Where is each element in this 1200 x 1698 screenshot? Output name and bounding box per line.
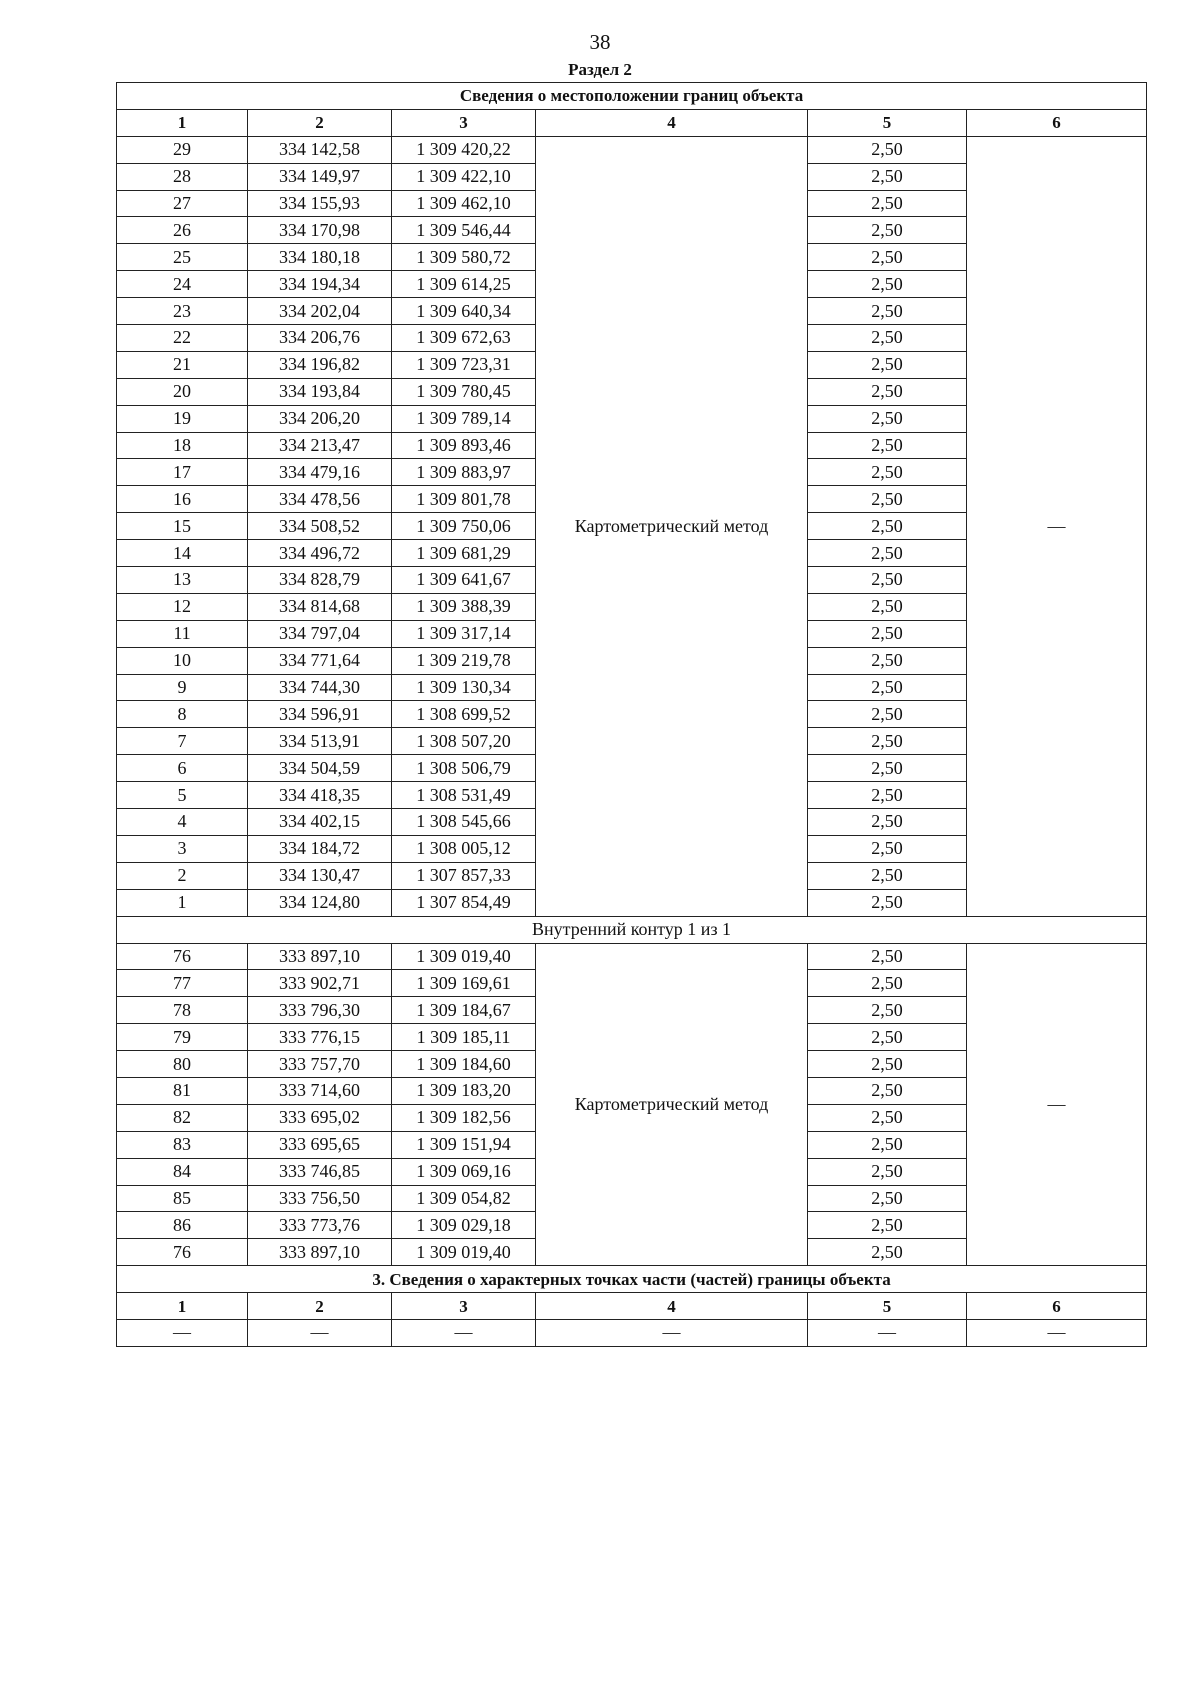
- point-number: 85: [117, 1185, 248, 1212]
- coord-x: 333 897,10: [248, 943, 392, 970]
- coord-y: 1 309 317,14: [392, 620, 536, 647]
- point-number: 76: [117, 943, 248, 970]
- inner-contour-row: [117, 916, 1147, 943]
- col6-cell: —: [967, 943, 1147, 1266]
- column-header-2: 2: [248, 1293, 392, 1320]
- accuracy: 2,50: [808, 271, 967, 298]
- coord-x: 334 130,47: [248, 862, 392, 889]
- coord-x: 334 508,52: [248, 513, 392, 540]
- point-number: 13: [117, 567, 248, 594]
- accuracy: 2,50: [808, 1131, 967, 1158]
- coord-y: 1 309 723,31: [392, 351, 536, 378]
- column-header-1: 1: [117, 109, 248, 136]
- section3-cell-5: —: [808, 1319, 967, 1346]
- boundary-table: [116, 82, 1147, 1347]
- accuracy: 2,50: [808, 432, 967, 459]
- coord-y: 1 308 531,49: [392, 782, 536, 809]
- point-number: 16: [117, 486, 248, 513]
- point-number: 81: [117, 1077, 248, 1104]
- point-number: 77: [117, 970, 248, 997]
- accuracy: 2,50: [808, 1239, 967, 1266]
- point-number: 2: [117, 862, 248, 889]
- section3-header-row: [117, 1293, 1147, 1320]
- accuracy: 2,50: [808, 835, 967, 862]
- column-header-4: 4: [536, 109, 808, 136]
- point-number: 26: [117, 217, 248, 244]
- coord-y: 1 309 681,29: [392, 540, 536, 567]
- section3-cell-4: —: [536, 1319, 808, 1346]
- coord-y: 1 309 019,40: [392, 943, 536, 970]
- coord-y: 1 308 005,12: [392, 835, 536, 862]
- accuracy: 2,50: [808, 378, 967, 405]
- coord-x: 334 828,79: [248, 567, 392, 594]
- point-number: 84: [117, 1158, 248, 1185]
- accuracy: 2,50: [808, 217, 967, 244]
- accuracy: 2,50: [808, 459, 967, 486]
- coord-y: 1 309 750,06: [392, 513, 536, 540]
- section3-cell-6: —: [967, 1319, 1147, 1346]
- accuracy: 2,50: [808, 1051, 967, 1078]
- accuracy: 2,50: [808, 728, 967, 755]
- coord-y: 1 309 641,67: [392, 567, 536, 594]
- point-number: 18: [117, 432, 248, 459]
- coord-x: 333 695,65: [248, 1131, 392, 1158]
- page-number: 38: [589, 30, 611, 54]
- coord-x: 334 771,64: [248, 647, 392, 674]
- column-header-1: 1: [117, 1293, 248, 1320]
- accuracy: 2,50: [808, 163, 967, 190]
- coord-x: 333 902,71: [248, 970, 392, 997]
- coord-x: 334 596,91: [248, 701, 392, 728]
- coord-y: 1 309 184,67: [392, 997, 536, 1024]
- coord-x: 334 797,04: [248, 620, 392, 647]
- column-header-6: 6: [967, 1293, 1147, 1320]
- coord-x: 334 418,35: [248, 782, 392, 809]
- boundary-table-body: [117, 83, 1147, 1347]
- coord-x: 334 513,91: [248, 728, 392, 755]
- accuracy: 2,50: [808, 809, 967, 836]
- accuracy: 2,50: [808, 405, 967, 432]
- accuracy: 2,50: [808, 997, 967, 1024]
- coord-x: 333 776,15: [248, 1024, 392, 1051]
- accuracy: 2,50: [808, 889, 967, 916]
- coord-x: 334 206,76: [248, 325, 392, 352]
- coord-x: 334 149,97: [248, 163, 392, 190]
- coord-x: 334 124,80: [248, 889, 392, 916]
- column-header-6: 6: [967, 109, 1147, 136]
- point-number: 8: [117, 701, 248, 728]
- accuracy: 2,50: [808, 1077, 967, 1104]
- accuracy: 2,50: [808, 647, 967, 674]
- point-number: 29: [117, 136, 248, 163]
- accuracy: 2,50: [808, 244, 967, 271]
- section3-title-row: [117, 1266, 1147, 1293]
- point-number: 17: [117, 459, 248, 486]
- point-number: 11: [117, 620, 248, 647]
- column-header-5: 5: [808, 1293, 967, 1320]
- coord-x: 333 756,50: [248, 1185, 392, 1212]
- accuracy: 2,50: [808, 862, 967, 889]
- table-row: [117, 943, 1147, 970]
- point-number: 23: [117, 298, 248, 325]
- coord-x: 334 504,59: [248, 755, 392, 782]
- accuracy: 2,50: [808, 970, 967, 997]
- coord-y: 1 309 388,39: [392, 593, 536, 620]
- accuracy: 2,50: [808, 1104, 967, 1131]
- coord-x: 333 773,76: [248, 1212, 392, 1239]
- point-number: 3: [117, 835, 248, 862]
- coord-x: 333 796,30: [248, 997, 392, 1024]
- section3-cell-3: —: [392, 1319, 536, 1346]
- coord-x: 334 194,34: [248, 271, 392, 298]
- accuracy: 2,50: [808, 136, 967, 163]
- coord-x: 333 714,60: [248, 1077, 392, 1104]
- coord-y: 1 309 780,45: [392, 378, 536, 405]
- coord-y: 1 309 069,16: [392, 1158, 536, 1185]
- coord-y: 1 309 054,82: [392, 1185, 536, 1212]
- accuracy: 2,50: [808, 1185, 967, 1212]
- accuracy: 2,50: [808, 325, 967, 352]
- point-number: 14: [117, 540, 248, 567]
- column-header-3: 3: [392, 1293, 536, 1320]
- table-title-row: [117, 83, 1147, 110]
- section3-row: [117, 1319, 1147, 1346]
- point-number: 19: [117, 405, 248, 432]
- coord-x: 334 496,72: [248, 540, 392, 567]
- coord-x: 334 170,98: [248, 217, 392, 244]
- column-header-2: 2: [248, 109, 392, 136]
- coord-y: 1 309 640,34: [392, 298, 536, 325]
- coord-y: 1 309 422,10: [392, 163, 536, 190]
- accuracy: 2,50: [808, 351, 967, 378]
- section-label: Раздел 2: [568, 60, 632, 79]
- point-number: 86: [117, 1212, 248, 1239]
- point-number: 78: [117, 997, 248, 1024]
- coord-y: 1 309 580,72: [392, 244, 536, 271]
- point-number: 25: [117, 244, 248, 271]
- point-number: 76: [117, 1239, 248, 1266]
- point-number: 21: [117, 351, 248, 378]
- coord-y: 1 309 546,44: [392, 217, 536, 244]
- coord-y: 1 309 151,94: [392, 1131, 536, 1158]
- coord-x: 334 744,30: [248, 674, 392, 701]
- coord-x: 333 757,70: [248, 1051, 392, 1078]
- coord-y: 1 309 219,78: [392, 647, 536, 674]
- point-number: 7: [117, 728, 248, 755]
- coord-y: 1 309 883,97: [392, 459, 536, 486]
- coord-x: 334 814,68: [248, 593, 392, 620]
- coord-y: 1 309 130,34: [392, 674, 536, 701]
- coord-x: 333 897,10: [248, 1239, 392, 1266]
- coord-y: 1 309 029,18: [392, 1212, 536, 1239]
- coord-x: 334 184,72: [248, 835, 392, 862]
- coord-y: 1 309 462,10: [392, 190, 536, 217]
- section3-cell-1: —: [117, 1319, 248, 1346]
- column-header-4: 4: [536, 1293, 808, 1320]
- accuracy: 2,50: [808, 1212, 967, 1239]
- coord-x: 334 155,93: [248, 190, 392, 217]
- table-title: Сведения о местоположении границ объекта: [117, 83, 1147, 110]
- accuracy: 2,50: [808, 298, 967, 325]
- coord-x: 334 402,15: [248, 809, 392, 836]
- accuracy: 2,50: [808, 567, 967, 594]
- coord-x: 334 142,58: [248, 136, 392, 163]
- coord-y: 1 309 789,14: [392, 405, 536, 432]
- accuracy: 2,50: [808, 593, 967, 620]
- coord-x: 334 193,84: [248, 378, 392, 405]
- coord-y: 1 309 614,25: [392, 271, 536, 298]
- point-number: 1: [117, 889, 248, 916]
- point-number: 12: [117, 593, 248, 620]
- accuracy: 2,50: [808, 943, 967, 970]
- point-number: 79: [117, 1024, 248, 1051]
- point-number: 5: [117, 782, 248, 809]
- accuracy: 2,50: [808, 540, 967, 567]
- coord-y: 1 309 184,60: [392, 1051, 536, 1078]
- point-number: 6: [117, 755, 248, 782]
- coord-y: 1 307 854,49: [392, 889, 536, 916]
- point-number: 9: [117, 674, 248, 701]
- point-number: 15: [117, 513, 248, 540]
- column-header-5: 5: [808, 109, 967, 136]
- accuracy: 2,50: [808, 782, 967, 809]
- coord-x: 334 213,47: [248, 432, 392, 459]
- coord-y: 1 309 182,56: [392, 1104, 536, 1131]
- accuracy: 2,50: [808, 1024, 967, 1051]
- accuracy: 2,50: [808, 620, 967, 647]
- coord-x: 334 202,04: [248, 298, 392, 325]
- coord-y: 1 309 801,78: [392, 486, 536, 513]
- coord-x: 333 695,02: [248, 1104, 392, 1131]
- point-number: 82: [117, 1104, 248, 1131]
- coord-x: 334 180,18: [248, 244, 392, 271]
- coord-y: 1 307 857,33: [392, 862, 536, 889]
- coord-x: 334 206,20: [248, 405, 392, 432]
- point-number: 10: [117, 647, 248, 674]
- accuracy: 2,50: [808, 755, 967, 782]
- coord-y: 1 308 699,52: [392, 701, 536, 728]
- accuracy: 2,50: [808, 513, 967, 540]
- coord-y: 1 309 185,11: [392, 1024, 536, 1051]
- point-number: 83: [117, 1131, 248, 1158]
- accuracy: 2,50: [808, 190, 967, 217]
- col6-cell: —: [967, 136, 1147, 916]
- coord-x: 334 478,56: [248, 486, 392, 513]
- point-number: 22: [117, 325, 248, 352]
- coord-y: 1 309 183,20: [392, 1077, 536, 1104]
- coord-y: 1 308 507,20: [392, 728, 536, 755]
- coord-x: 334 196,82: [248, 351, 392, 378]
- point-number: 27: [117, 190, 248, 217]
- coord-x: 334 479,16: [248, 459, 392, 486]
- point-number: 24: [117, 271, 248, 298]
- table-row: [117, 136, 1147, 163]
- section3-cell-2: —: [248, 1319, 392, 1346]
- point-number: 4: [117, 809, 248, 836]
- coord-x: 333 746,85: [248, 1158, 392, 1185]
- accuracy: 2,50: [808, 674, 967, 701]
- accuracy: 2,50: [808, 486, 967, 513]
- coord-y: 1 309 672,63: [392, 325, 536, 352]
- coord-y: 1 309 169,61: [392, 970, 536, 997]
- inner-contour-label: Внутренний контур 1 из 1: [117, 916, 1147, 943]
- point-number: 28: [117, 163, 248, 190]
- coord-y: 1 308 545,66: [392, 809, 536, 836]
- column-header-row: [117, 109, 1147, 136]
- method-cell: Картометрический метод: [536, 943, 808, 1266]
- section3-title: 3. Сведения о характерных точках части (частей) границы объекта: [117, 1266, 1147, 1293]
- coord-y: 1 309 893,46: [392, 432, 536, 459]
- coord-y: 1 309 019,40: [392, 1239, 536, 1266]
- method-cell: Картометрический метод: [536, 136, 808, 916]
- coord-y: 1 308 506,79: [392, 755, 536, 782]
- accuracy: 2,50: [808, 1158, 967, 1185]
- point-number: 80: [117, 1051, 248, 1078]
- point-number: 20: [117, 378, 248, 405]
- accuracy: 2,50: [808, 701, 967, 728]
- column-header-3: 3: [392, 109, 536, 136]
- coord-y: 1 309 420,22: [392, 136, 536, 163]
